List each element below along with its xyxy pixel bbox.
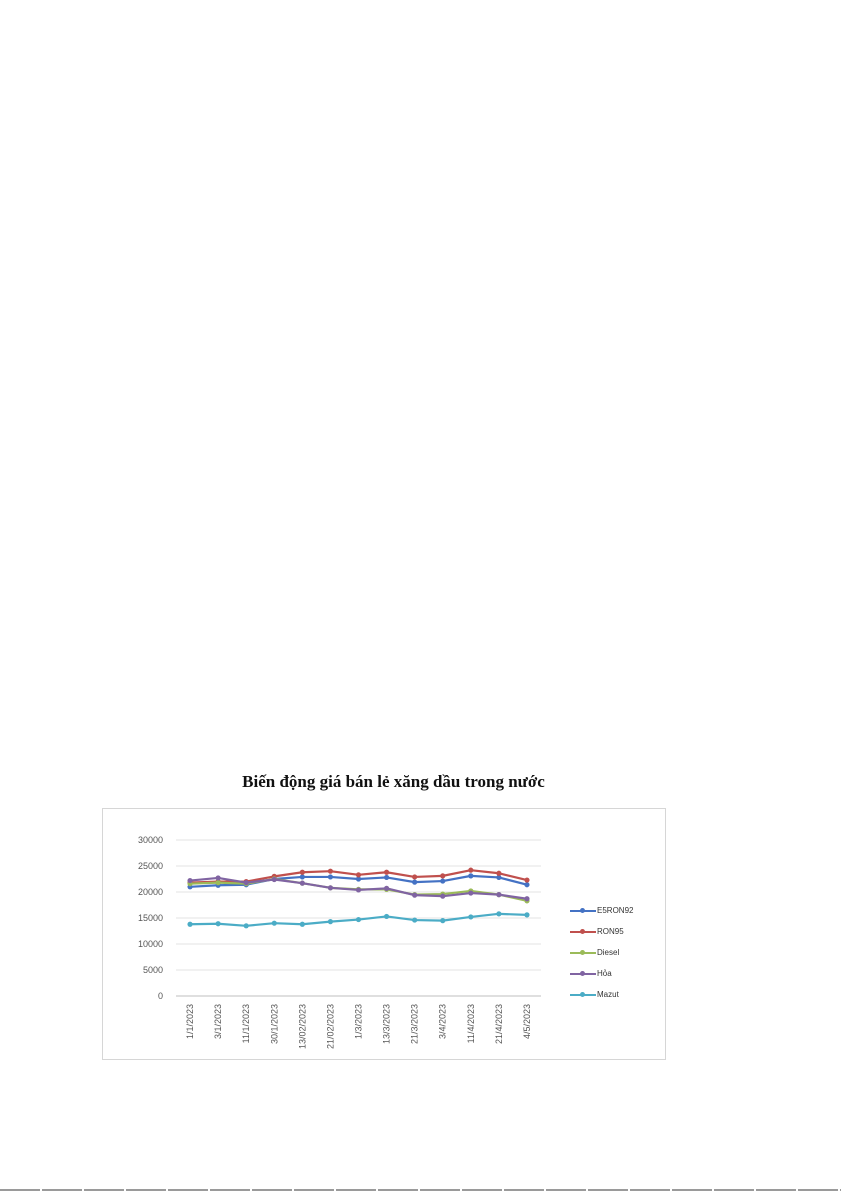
data-point [412,874,417,879]
legend-label: RON95 [597,927,624,936]
legend-item [570,984,633,1005]
x-tick-label: 21/02/2023 [325,1004,336,1050]
data-point [524,896,529,901]
data-point [244,880,249,885]
data-point [440,878,445,883]
data-point [187,878,192,883]
data-point [468,914,473,919]
legend-label: E5RON92 [597,906,634,915]
data-point [496,892,501,897]
data-point [384,886,389,891]
data-point [356,917,361,922]
y-tick-label: 25000 [137,861,163,871]
legend-swatch [570,970,596,978]
x-tick-label: 21/3/2023 [409,1004,420,1045]
data-point [328,869,333,874]
x-tick-label: 13/02/2023 [297,1004,308,1050]
data-point [524,882,529,887]
data-point [496,911,501,916]
data-point [328,874,333,879]
x-tick-label: 3/1/2023 [213,1004,224,1040]
legend-swatch [570,907,596,915]
x-tick-label: 1/1/2023 [185,1004,196,1040]
data-point [440,918,445,923]
legend-item [570,921,633,942]
y-tick-label: 15000 [137,913,163,923]
data-point [272,877,277,882]
legend-item [570,942,633,963]
data-point [244,923,249,928]
x-tick-label: 4/5/2023 [521,1004,532,1040]
data-point [300,881,305,886]
data-point [524,912,529,917]
y-tick-label: 30000 [137,835,163,845]
y-tick-label: 0 [157,991,163,1001]
data-point [356,887,361,892]
x-tick-label: 21/4/2023 [493,1004,504,1045]
data-point [384,875,389,880]
x-tick-label: 30/1/2023 [269,1004,280,1045]
y-tick-label: 10000 [137,939,163,949]
legend-label: Diesel [597,948,620,957]
data-point [468,873,473,878]
data-point [412,880,417,885]
legend-item [570,900,633,921]
x-tick-label: 11/1/2023 [241,1004,252,1044]
x-tick-label: 3/4/2023 [437,1004,448,1040]
legend-label: Mazut [597,990,619,999]
legend-item [570,963,633,984]
data-point [356,872,361,877]
y-tick-label: 5000 [142,965,163,975]
data-point [272,921,277,926]
data-point [328,885,333,890]
data-point [412,917,417,922]
y-tick-label: 20000 [137,887,163,897]
chart-frame [102,808,666,1060]
legend-swatch [570,928,596,936]
data-point [524,877,529,882]
data-point [440,873,445,878]
data-point [300,870,305,875]
data-point [496,871,501,876]
data-point [468,868,473,873]
data-point [216,921,221,926]
legend-swatch [570,991,596,999]
data-point [216,875,221,880]
data-point [384,914,389,919]
x-tick-label: 11/4/2023 [465,1004,476,1044]
data-point [328,919,333,924]
legend-swatch [570,949,596,957]
data-point [412,893,417,898]
data-point [384,870,389,875]
x-tick-label: 1/3/2023 [353,1004,364,1040]
data-point [440,894,445,899]
data-point [468,890,473,895]
data-point [300,922,305,927]
chart-title: Biến động giá bán lẻ xăng dầu trong nước [242,772,545,791]
data-point [216,880,221,885]
data-point [300,874,305,879]
chart-legend [570,900,633,1005]
legend-label: Hỏa [597,969,612,978]
data-point [187,922,192,927]
x-tick-label: 13/3/2023 [381,1004,392,1045]
